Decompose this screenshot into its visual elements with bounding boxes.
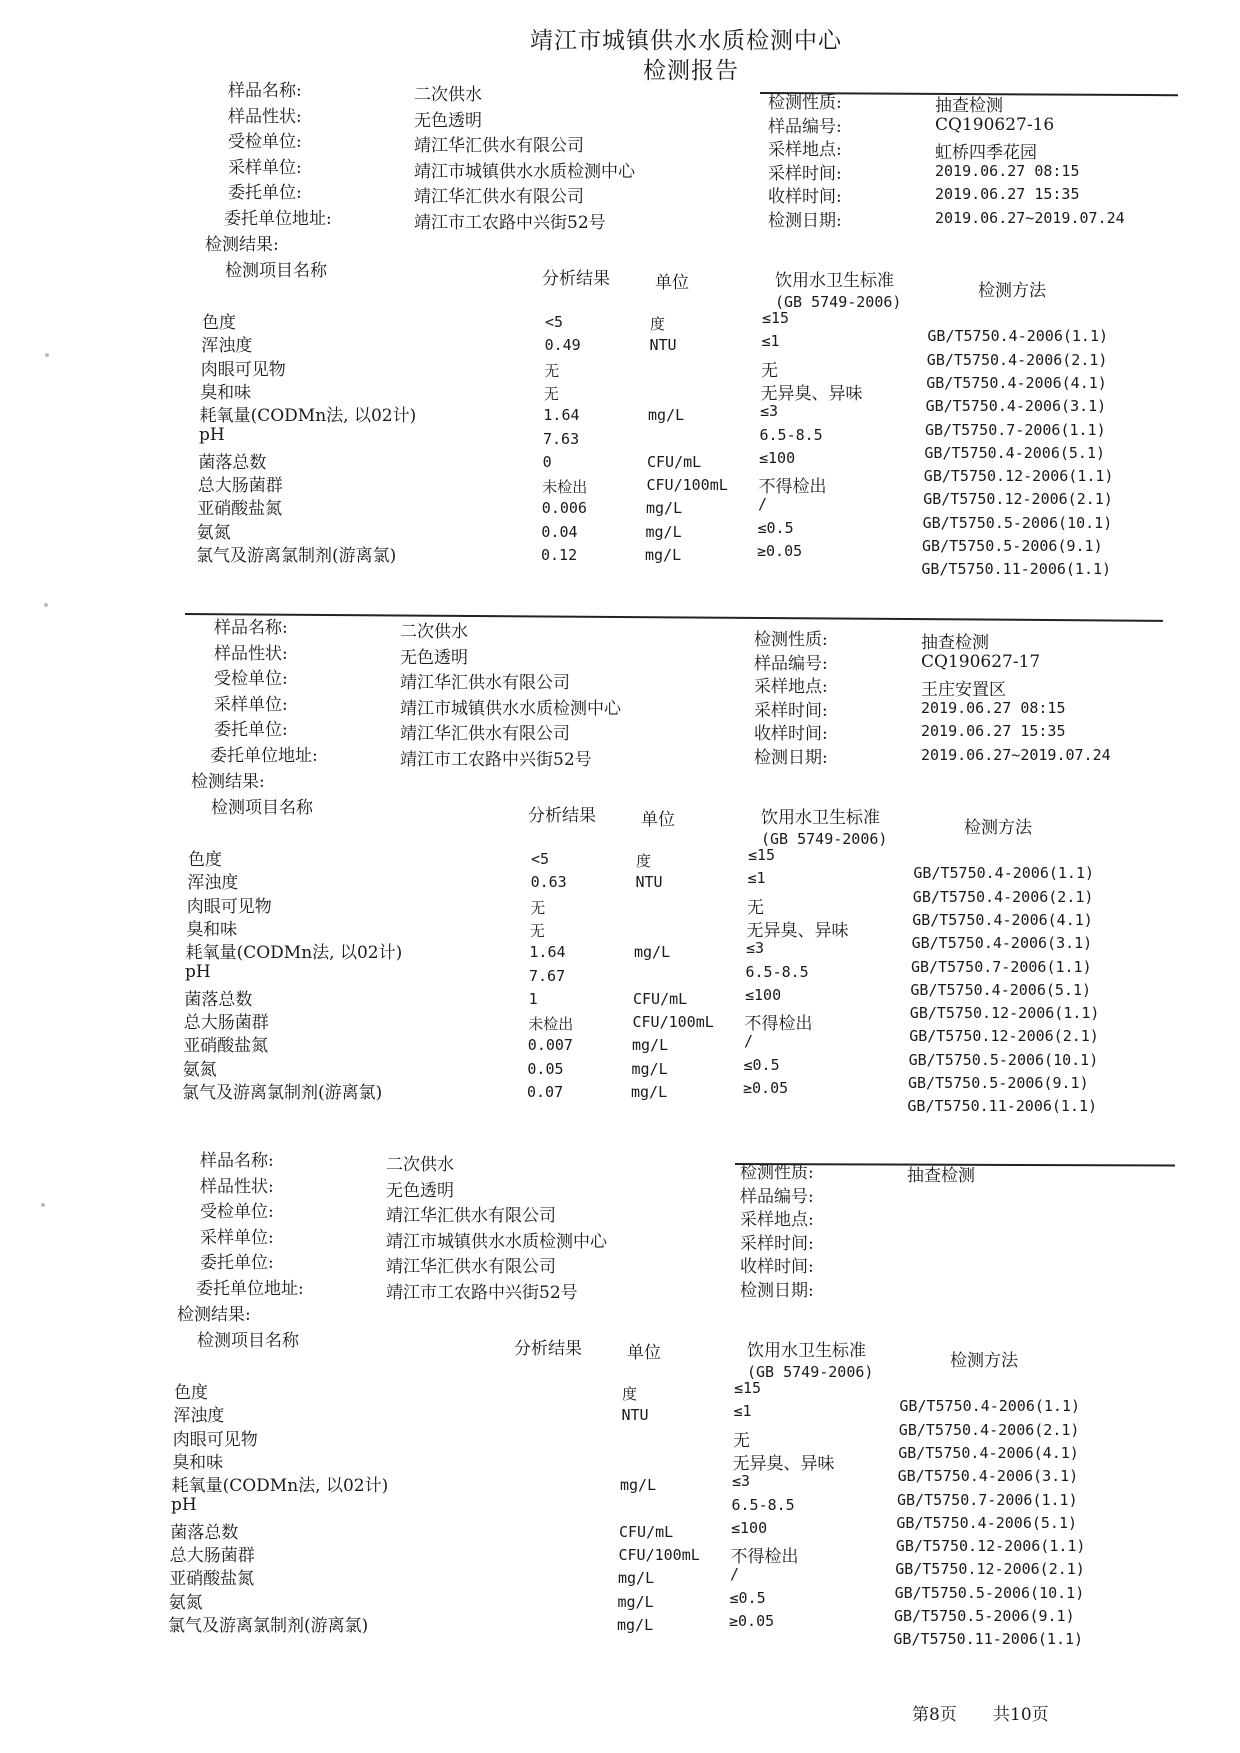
row-unit: 度 — [636, 852, 652, 870]
row-item-name: 肉眼可见物 — [172, 1429, 258, 1450]
row-unit: mg/L — [645, 546, 682, 564]
row-item-name: pH — [185, 961, 211, 982]
row-item-name: 氨氮 — [196, 522, 231, 543]
info-label: 委托单位: — [200, 1253, 274, 1273]
row-standard: ≤100 — [731, 1518, 768, 1537]
row-method: GB/T5750.7-2006(1.1) — [911, 957, 1092, 976]
row-result: 0.12 — [541, 546, 578, 564]
row-unit: NTU — [649, 336, 677, 355]
column-header-item: 检测项目名称 — [197, 1331, 299, 1351]
row-result: 1 — [528, 989, 538, 1008]
info-label: 样品性状: — [228, 106, 302, 127]
row-standard: 6.5-8.5 — [745, 962, 809, 981]
row-result: 无 — [543, 384, 559, 403]
row-unit: mg/L — [631, 1083, 668, 1101]
row-result: 0.07 — [527, 1083, 564, 1101]
row-method: GB/T5750.4-2006(1.1) — [899, 1397, 1081, 1416]
row-item-name: 浑浊度 — [187, 873, 239, 894]
row-result: 无 — [544, 361, 560, 380]
row-method: GB/T5750.4-2006(4.1) — [912, 910, 1093, 929]
row-standard: ≤0.5 — [757, 518, 794, 537]
info-value: 二次供水 — [400, 622, 468, 642]
results-label: 检测结果: — [205, 235, 279, 255]
info-value: 靖江华汇供水有限公司 — [414, 187, 584, 207]
info-label: 检测性质: — [768, 93, 842, 113]
info-value: 二次供水 — [386, 1155, 454, 1175]
info-value: 无色透明 — [386, 1180, 454, 1201]
row-method: GB/T5750.5-2006(10.1) — [922, 513, 1113, 532]
row-result: 无 — [529, 921, 545, 940]
row-result: 0.49 — [544, 336, 581, 355]
info-label: 样品性状: — [214, 643, 288, 664]
row-method: GB/T5750.11-2006(1.1) — [907, 1097, 1098, 1116]
row-standard: ≥0.05 — [729, 1612, 775, 1630]
row-method: GB/T5750.7-2006(1.1) — [925, 420, 1106, 439]
info-label: 样品名称: — [228, 81, 302, 101]
info-value: 靖江华汇供水有限公司 — [400, 724, 570, 744]
row-result: 0.006 — [541, 499, 587, 518]
row-standard: ≤3 — [760, 402, 779, 421]
row-standard: ≤100 — [759, 448, 796, 467]
row-method: GB/T5750.12-2006(1.1) — [909, 1004, 1100, 1023]
column-header-result: 分析结果 — [514, 1339, 582, 1359]
row-item-name: 耗氧量(CODMn法, 以02计) — [199, 406, 417, 427]
info-label: 委托单位地址: — [210, 745, 318, 766]
column-header-standard-ref: (GB 5749-2006) — [775, 293, 902, 311]
scan-mark — [44, 603, 48, 607]
info-value: 靖江华汇供水有限公司 — [386, 1257, 556, 1277]
info-label: 样品编号: — [754, 653, 828, 674]
row-unit: mg/L — [632, 1036, 669, 1055]
info-value: 靖江华汇供水有限公司 — [400, 673, 570, 693]
row-item-name: 总大肠菌群 — [197, 476, 283, 497]
scan-mark — [41, 1203, 45, 1207]
row-item-name: 氨氮 — [182, 1059, 217, 1080]
row-standard: 无 — [733, 1430, 750, 1451]
row-standard: ≤3 — [732, 1472, 751, 1491]
row-unit: mg/L — [620, 1476, 657, 1495]
info-label: 采样单位: — [214, 694, 288, 715]
row-method: GB/T5750.4-2006(2.1) — [912, 887, 1094, 906]
row-unit: mg/L — [634, 943, 671, 962]
report-title: 靖江市城镇供水水质检测中心 — [530, 28, 842, 54]
row-standard: ≤15 — [748, 846, 776, 864]
info-label: 样品性状: — [200, 1176, 274, 1197]
info-value: 无色透明 — [414, 110, 482, 131]
info-value: 抽查检测 — [935, 96, 1003, 116]
row-item-name: 色度 — [174, 1383, 208, 1403]
info-value: 二次供水 — [414, 85, 482, 105]
row-item-name: 浑浊度 — [201, 336, 253, 357]
info-label: 收样时间: — [754, 724, 828, 744]
row-unit: 度 — [622, 1385, 638, 1403]
row-standard: 6.5-8.5 — [759, 425, 823, 444]
info-label: 采样地点: — [754, 677, 828, 697]
scan-mark — [45, 353, 49, 357]
row-result: <5 — [531, 850, 550, 868]
row-standard: ≤1 — [733, 1402, 752, 1421]
info-label: 检测性质: — [754, 630, 828, 650]
column-header-unit: 单位 — [641, 810, 675, 830]
row-unit: mg/L — [631, 1059, 668, 1078]
row-item-name: 臭和味 — [186, 919, 238, 940]
row-item-name: 肉眼可见物 — [186, 896, 272, 917]
row-result: 7.63 — [543, 429, 580, 448]
row-method: GB/T5750.12-2006(2.1) — [895, 1560, 1085, 1579]
row-unit: NTU — [635, 873, 663, 892]
info-label: 检测日期: — [754, 747, 828, 768]
row-item-name: 耗氧量(CODMn法, 以02计) — [185, 943, 403, 964]
row-method: GB/T5750.5-2006(9.1) — [922, 537, 1103, 555]
row-method: GB/T5750.5-2006(10.1) — [894, 1583, 1085, 1602]
column-header-unit: 单位 — [627, 1343, 661, 1363]
row-unit: CFU/mL — [647, 452, 702, 471]
column-header-standard: 饮用水卫生标准 — [775, 271, 894, 291]
row-item-name: 肉眼可见物 — [200, 359, 286, 380]
info-value: 抽查检测 — [907, 1166, 975, 1186]
row-standard: ≤3 — [746, 939, 765, 958]
info-value: 靖江市工农路中兴街52号 — [386, 1282, 578, 1303]
info-label: 样品编号: — [768, 116, 842, 137]
page-total: 共10页 — [993, 1705, 1049, 1725]
info-value: 靖江华汇供水有限公司 — [414, 136, 584, 156]
row-item-name: 臭和味 — [200, 382, 252, 403]
info-label: 样品名称: — [214, 618, 288, 638]
row-result: 未检出 — [542, 478, 588, 497]
row-unit: mg/L — [617, 1592, 654, 1611]
row-unit: CFU/mL — [619, 1522, 674, 1541]
row-result: 0.007 — [527, 1036, 573, 1055]
row-item-name: 总大肠菌群 — [169, 1546, 255, 1567]
info-value: 2019.06.27 08:15 — [935, 161, 1080, 180]
info-label: 收样时间: — [768, 187, 842, 207]
row-item-name: 氯气及游离氯制剂(游离氯) — [196, 546, 397, 566]
row-item-name: 氨氮 — [168, 1592, 203, 1613]
row-method: GB/T5750.4-2006(4.1) — [926, 373, 1107, 392]
row-result: 0 — [542, 452, 552, 471]
info-label: 采样时间: — [740, 1233, 814, 1254]
row-item-name: 臭和味 — [172, 1452, 224, 1473]
column-header-method: 检测方法 — [950, 1351, 1018, 1371]
row-unit: CFU/100mL — [632, 1013, 714, 1032]
row-method: GB/T5750.4-2006(2.1) — [926, 350, 1108, 369]
row-unit: CFU/100mL — [646, 476, 728, 495]
info-value: 靖江市城镇供水水质检测中心 — [386, 1231, 607, 1252]
row-method: GB/T5750.4-2006(3.1) — [897, 1467, 1079, 1486]
column-header-standard-ref: (GB 5749-2006) — [747, 1363, 874, 1381]
row-item-name: 耗氧量(CODMn法, 以02计) — [171, 1476, 389, 1497]
column-header-unit: 单位 — [655, 273, 689, 293]
row-method: GB/T5750.4-2006(1.1) — [913, 864, 1095, 883]
row-result: 无 — [530, 898, 546, 917]
info-value: 虹桥四季花园 — [935, 143, 1037, 163]
row-standard: 不得检出 — [730, 1547, 799, 1568]
row-standard: / — [730, 1565, 740, 1584]
info-value: 2019.06.27 15:35 — [935, 185, 1080, 203]
row-item-name: 氯气及游离氯制剂(游离氯) — [168, 1616, 369, 1636]
info-value: 抽查检测 — [921, 633, 989, 653]
row-standard: ≤0.5 — [743, 1055, 780, 1074]
row-standard: 不得检出 — [744, 1014, 813, 1035]
row-method: GB/T5750.4-2006(2.1) — [898, 1420, 1080, 1439]
info-value: CQ190627-17 — [921, 651, 1041, 672]
info-label: 委托单位: — [214, 720, 288, 740]
column-header-standard: 饮用水卫生标准 — [761, 808, 880, 828]
row-method: GB/T5750.11-2006(1.1) — [921, 560, 1112, 579]
row-unit: mg/L — [648, 406, 685, 425]
column-header-method: 检测方法 — [978, 281, 1046, 301]
info-value: 2019.06.27 15:35 — [921, 722, 1066, 740]
row-result: 1.64 — [543, 406, 580, 425]
info-value: CQ190627-16 — [935, 114, 1055, 135]
row-result: 1.64 — [529, 943, 566, 962]
info-label: 受检单位: — [200, 1202, 274, 1222]
row-standard: ≤15 — [762, 309, 790, 327]
results-label: 检测结果: — [177, 1305, 251, 1325]
row-method: GB/T5750.12-2006(1.1) — [923, 467, 1114, 486]
row-standard: 无 — [747, 897, 764, 918]
row-item-name: 菌落总数 — [198, 452, 267, 473]
info-label: 检测性质: — [740, 1163, 814, 1183]
info-label: 受检单位: — [228, 132, 302, 152]
info-label: 检测日期: — [740, 1280, 814, 1301]
info-value: 2019.06.27 08:15 — [921, 698, 1066, 717]
info-label: 委托单位地址: — [196, 1278, 304, 1299]
column-header-result: 分析结果 — [528, 806, 596, 826]
row-standard: 无异臭、异味 — [746, 920, 849, 941]
info-label: 采样时间: — [754, 700, 828, 721]
section-divider — [185, 613, 1163, 622]
row-item-name: 菌落总数 — [170, 1522, 239, 1543]
row-standard: ≤1 — [761, 332, 780, 351]
row-unit: mg/L — [617, 1616, 654, 1634]
info-label: 样品名称: — [200, 1151, 274, 1171]
info-value: 靖江市工农路中兴街52号 — [414, 212, 606, 233]
page-number: 第8页 — [912, 1705, 957, 1725]
info-value: 靖江市工农路中兴街52号 — [400, 749, 592, 770]
row-standard: ≥0.05 — [743, 1079, 789, 1097]
row-standard: ≤0.5 — [729, 1588, 766, 1607]
row-unit: CFU/100mL — [618, 1546, 700, 1565]
row-result: 未检出 — [528, 1015, 574, 1034]
row-method: GB/T5750.4-2006(1.1) — [927, 327, 1109, 346]
info-label: 采样地点: — [740, 1210, 814, 1230]
column-header-item: 检测项目名称 — [225, 261, 327, 281]
row-item-name: 浑浊度 — [173, 1406, 225, 1427]
row-unit: CFU/mL — [633, 989, 688, 1008]
row-method: GB/T5750.11-2006(1.1) — [893, 1630, 1084, 1649]
row-method: GB/T5750.4-2006(3.1) — [925, 397, 1107, 416]
row-method: GB/T5750.12-2006(2.1) — [923, 490, 1113, 509]
row-item-name: 总大肠菌群 — [183, 1013, 269, 1034]
row-standard: / — [744, 1032, 754, 1051]
row-method: GB/T5750.4-2006(5.1) — [910, 980, 1092, 999]
row-result: <5 — [545, 313, 564, 331]
row-standard: / — [758, 495, 768, 514]
row-standard: 无 — [761, 360, 778, 381]
row-item-name: 色度 — [188, 850, 222, 870]
info-value: 王庄安置区 — [921, 680, 1006, 700]
row-method: GB/T5750.5-2006(9.1) — [908, 1074, 1089, 1092]
info-value: 靖江市城镇供水水质检测中心 — [414, 161, 635, 182]
row-result: 0.05 — [527, 1059, 564, 1078]
row-result: 0.04 — [541, 522, 578, 541]
row-method: GB/T5750.4-2006(3.1) — [911, 934, 1093, 953]
info-label: 受检单位: — [214, 669, 288, 689]
row-unit: mg/L — [618, 1569, 655, 1588]
info-label: 样品编号: — [740, 1186, 814, 1207]
row-method: GB/T5750.4-2006(5.1) — [896, 1513, 1078, 1532]
info-label: 采样单位: — [200, 1227, 274, 1248]
row-item-name: 亚硝酸盐氮 — [183, 1036, 269, 1057]
row-result: 0.63 — [530, 873, 567, 892]
row-standard: 无异臭、异味 — [732, 1453, 835, 1474]
row-standard: 6.5-8.5 — [731, 1495, 795, 1514]
row-item-name: 亚硝酸盐氮 — [197, 499, 283, 520]
row-method: GB/T5750.5-2006(10.1) — [908, 1050, 1099, 1069]
info-value: 靖江华汇供水有限公司 — [386, 1206, 556, 1226]
row-method: GB/T5750.12-2006(2.1) — [909, 1027, 1099, 1046]
row-method: GB/T5750.7-2006(1.1) — [897, 1490, 1078, 1509]
row-standard: ≥0.05 — [757, 542, 803, 560]
row-standard: ≤100 — [745, 985, 782, 1004]
row-item-name: 氯气及游离氯制剂(游离氯) — [182, 1083, 383, 1103]
row-unit: mg/L — [646, 499, 683, 518]
info-label: 委托单位: — [228, 183, 302, 203]
row-result: 7.67 — [529, 966, 566, 985]
row-item-name: 亚硝酸盐氮 — [169, 1569, 255, 1590]
row-unit: mg/L — [645, 522, 682, 541]
column-header-standard-ref: (GB 5749-2006) — [761, 830, 888, 848]
row-standard: ≤1 — [747, 869, 766, 888]
info-value: 靖江市城镇供水水质检测中心 — [400, 698, 621, 719]
column-header-result: 分析结果 — [542, 269, 610, 289]
row-item-name: 菌落总数 — [184, 989, 253, 1010]
results-label: 检测结果: — [191, 772, 265, 792]
row-standard: 无异臭、异味 — [760, 383, 863, 404]
column-header-standard: 饮用水卫生标准 — [747, 1341, 866, 1361]
info-value: 2019.06.27~2019.07.24 — [921, 745, 1111, 764]
row-standard: 不得检出 — [758, 477, 827, 498]
info-label: 收样时间: — [740, 1257, 814, 1277]
row-method: GB/T5750.12-2006(1.1) — [895, 1537, 1086, 1556]
row-item-name: pH — [171, 1494, 197, 1515]
info-value: 无色透明 — [400, 647, 468, 668]
info-label: 采样单位: — [228, 157, 302, 178]
row-unit: NTU — [621, 1406, 649, 1425]
column-header-method: 检测方法 — [964, 818, 1032, 838]
column-header-item: 检测项目名称 — [211, 798, 313, 818]
row-item-name: 色度 — [202, 313, 236, 333]
report-subtitle: 检测报告 — [643, 58, 739, 84]
info-label: 检测日期: — [768, 210, 842, 231]
row-method: GB/T5750.5-2006(9.1) — [894, 1607, 1075, 1625]
info-value: 2019.06.27~2019.07.24 — [935, 208, 1125, 227]
row-standard: ≤15 — [734, 1379, 762, 1397]
row-method: GB/T5750.4-2006(5.1) — [924, 443, 1106, 462]
info-label: 采样地点: — [768, 140, 842, 160]
info-label: 采样时间: — [768, 163, 842, 184]
row-item-name: pH — [199, 424, 225, 445]
info-label: 委托单位地址: — [224, 208, 332, 229]
row-unit: 度 — [650, 315, 666, 333]
row-method: GB/T5750.4-2006(4.1) — [898, 1443, 1079, 1462]
